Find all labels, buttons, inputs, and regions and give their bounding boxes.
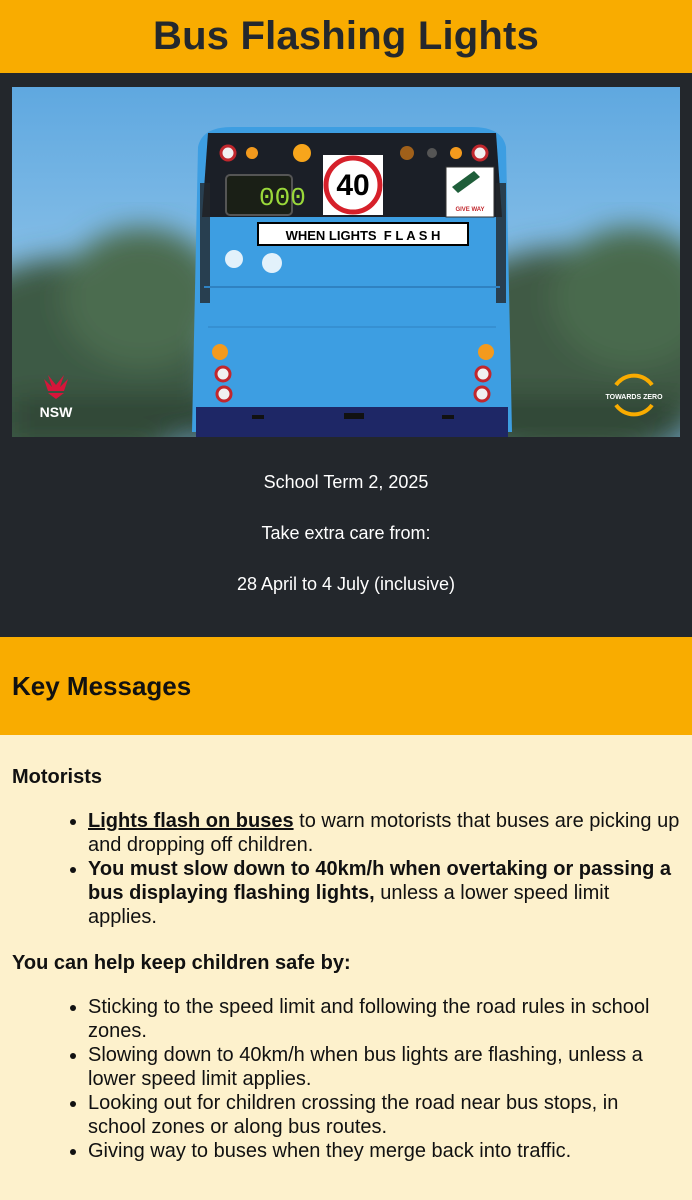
list-item: • Slowing down to 40km/h when bus lights are flashing, unless a lower speed limit applies.	[88, 1043, 680, 1091]
help-heading: You can help keep children safe by:	[12, 952, 351, 974]
key-messages-bar	[0, 637, 692, 735]
lights-flash-link[interactable]: Lights flash on buses	[88, 810, 294, 832]
list-item: • Giving way to buses when they merge back into traffic.	[88, 1139, 680, 1163]
towards-zero-text: TOWARDS ZERO	[605, 394, 663, 401]
nsw-logo-text: NSW	[39, 404, 73, 420]
motorists-heading: Motorists	[12, 766, 102, 788]
hero-image	[12, 87, 680, 437]
dates-text: 28 April to 4 July (inclusive)	[236, 574, 456, 594]
give-way-text: GIVE WAY	[455, 207, 485, 213]
list-item-text: to warn motorists that buses are picking up and dropping off children.	[88, 810, 680, 856]
list-item-bold: You must slow down to 40km/h when overtaking or passing a bus displaying flashing lights,	[88, 858, 672, 904]
hero-section	[0, 73, 692, 637]
flash-sign-text: WHEN LIGHTS F L A S H	[285, 228, 441, 243]
content-section	[0, 735, 692, 1163]
speed-sign-text: 40	[336, 169, 370, 202]
page-title: Bus Flashing Lights	[152, 14, 540, 58]
list-item: • Looking out for children crossing the road near bus stops, in school zones or along bus routes.	[88, 1091, 680, 1139]
header-bar	[0, 0, 692, 73]
list-item: • Sticking to the speed limit and following the road rules in school zones.	[88, 995, 680, 1043]
term-info	[0, 471, 692, 624]
term-text: School Term 2, 2025	[263, 472, 429, 492]
digital-display-text: 000	[259, 183, 306, 213]
list-item	[88, 809, 680, 857]
list-item	[88, 857, 680, 929]
list-item-text: unless a lower speed limit applies.	[88, 882, 610, 928]
motorists-list	[12, 809, 680, 929]
help-list	[12, 995, 680, 1163]
key-messages-title: Key Messages	[12, 670, 192, 701]
care-text: Take extra care from:	[261, 523, 431, 543]
